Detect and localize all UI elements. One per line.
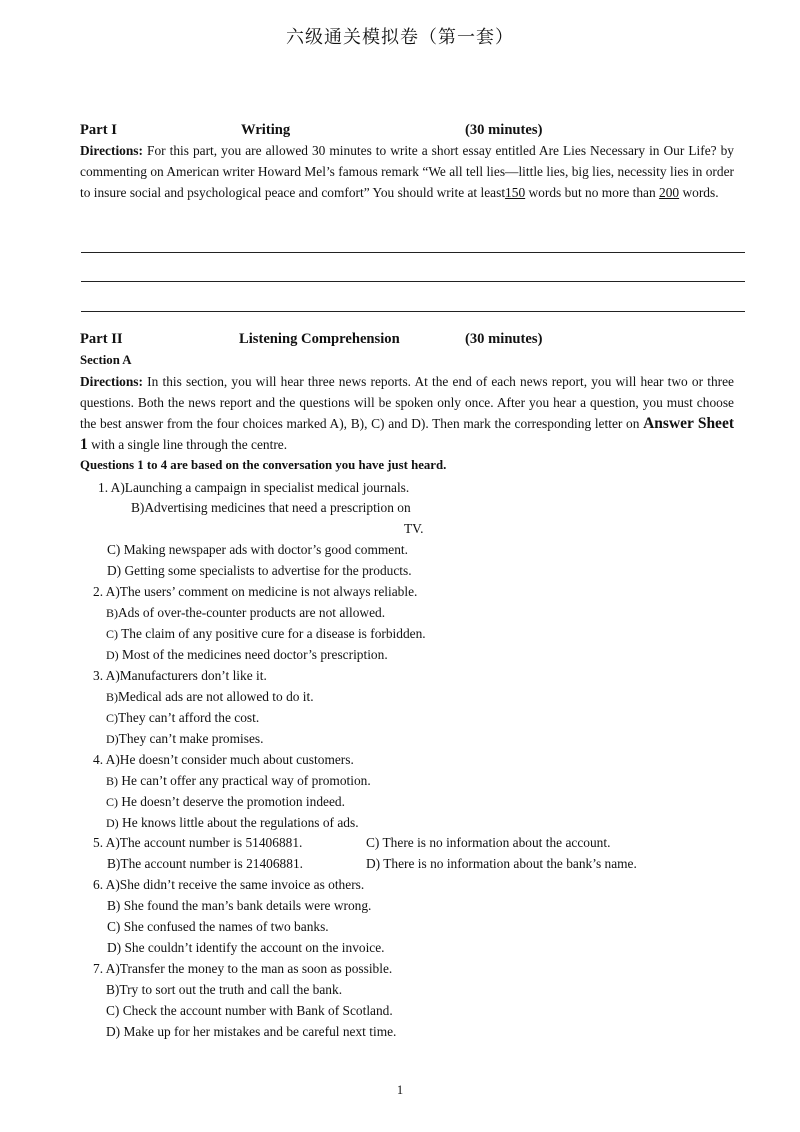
q2-option-c-text: The claim of any positive cure for a disease is forbidden. [118,626,426,641]
q5-option-c: C) There is no information about the account. [366,835,611,850]
min-words: 150 [505,185,526,200]
q1-option-c: C) Making newspaper ads with doctor’s good comment. [107,542,408,557]
q4-option-c-label: C) [106,795,118,809]
q3-option-b-label: B) [106,690,118,704]
q4-option-d [106,812,359,834]
q4-option-d-label: D) [106,816,119,830]
part1-directions-text-b: words but no more than [525,185,660,200]
part1-directions-text-a: For this part, you are allowed 30 minutes to write a short essay entitled Are Lies Necessary in Our Life? by commenting on American writer Howard Mel’s famous remark “We all tell lies—little lies, big lies, necessity lies in order to insure social and psychological peace and comfort” You should write at least [80,143,734,200]
q2-option-d-label: D) [106,648,119,662]
q3-option-c-label: C) [106,711,118,725]
part2-heading [80,328,740,350]
q1-option-d: D) Getting some specialists to advertise for the products. [107,563,412,578]
q2-option-a: 2. A)The users’ comment on medicine is not always reliable. [93,584,418,599]
q1-option-b-cont: TV. [404,521,424,536]
q4-option-d-text: He knows little about the regulations of ads. [118,815,359,830]
q3-option-b-text: Medical ads are not allowed to do it. [118,689,314,704]
q2-option-b-text: Ads of over-the-counter products are not allowed. [118,605,386,620]
q2-option-d-text: Most of the medicines need doctor’s prescription. [118,647,388,662]
q6-option-b: B) She found the man’s bank details were wrong. [107,898,372,913]
q2-option-b [106,602,385,624]
q3-option-d [106,728,263,750]
q3-option-d-label: D) [106,732,119,746]
q6-option-d: D) She couldn’t identify the account on the invoice. [107,940,385,955]
part1-time: (30 minutes) [465,122,543,138]
q6-option-a: 6. A)She didn’t receive the same invoice as others. [93,877,365,892]
q5-option-b: B)The account number is 21406881. [107,856,303,871]
part2-directions [80,371,734,455]
q6-option-c: C) She confused the names of two banks. [107,919,329,934]
part2-directions-text-b: with a single line through the centre. [87,437,288,452]
q4-option-a: 4. A)He doesn’t consider much about customers. [93,752,354,767]
q1-option-a: 1. A)Launching a campaign in specialist medical journals. [98,480,410,495]
q1-option-b: B)Advertising medicines that need a prescription on [131,500,411,515]
q7-option-d: D) Make up for her mistakes and be careful next time. [106,1024,397,1039]
part2-name: Listening Comprehension [239,331,400,347]
q3-option-c [106,707,259,729]
max-words: 200 [659,185,680,200]
q4-option-c-text: He doesn’t deserve the promotion indeed. [118,794,345,809]
q4-option-c [106,791,345,813]
q3-option-d-text: They can’t make promises. [118,731,264,746]
writing-line-1 [81,252,745,253]
q2-option-d [106,644,388,666]
q4-option-b [106,770,371,792]
q2-option-c-label: C) [106,627,118,641]
q3-option-a: 3. A)Manufacturers don’t like it. [93,668,267,683]
page-number: 1 [396,1083,404,1097]
part1-name: Writing [241,122,291,138]
writing-line-3 [81,311,745,312]
part1-directions [80,140,734,203]
writing-line-2 [81,281,745,282]
q7-option-c: C) Check the account number with Bank of Scotland. [106,1003,393,1018]
q7-option-a: 7. A)Transfer the money to the man as soon as possible. [93,961,393,976]
questions-intro: Questions 1 to 4 are based on the conversation you have just heard. [80,458,447,472]
q2-option-c [106,623,426,645]
q3-option-c-text: They can’t afford the cost. [118,710,260,725]
part1-directions-text-c: words. [679,185,719,200]
q4-option-b-label: B) [106,774,118,788]
part1-label: Part I [80,122,117,138]
part2-directions-text-a: In this section, you will hear three news reports. At the end of each news report, you will hear two or three questions. Both the news report and the questions will be spoken only once. After you hear a question, you must choose the best answer from the four choices marked A), B), C) and D). Then mark the corresponding letter on [80,374,734,431]
section-a-heading: Section A [80,353,132,367]
part2-directions-label: Directions: [80,374,143,389]
q7-option-b: B)Try to sort out the truth and call the bank. [106,982,343,997]
q5-option-d: D) There is no information about the bank’s name. [366,856,637,871]
part1-heading [80,119,740,141]
q2-option-b-label: B) [106,606,118,620]
part1-directions-label: Directions: [80,143,143,158]
q4-option-b-text: He can’t offer any practical way of promotion. [118,773,371,788]
doc-title: 六级通关模拟卷（第一套） [286,27,514,48]
part2-time: (30 minutes) [465,331,543,347]
answer-sheet-label: Answer Sheet 1 [80,415,734,453]
q3-option-b [106,686,314,708]
q5-option-a: 5. A)The account number is 51406881. [93,835,303,850]
part2-label: Part II [80,331,123,347]
